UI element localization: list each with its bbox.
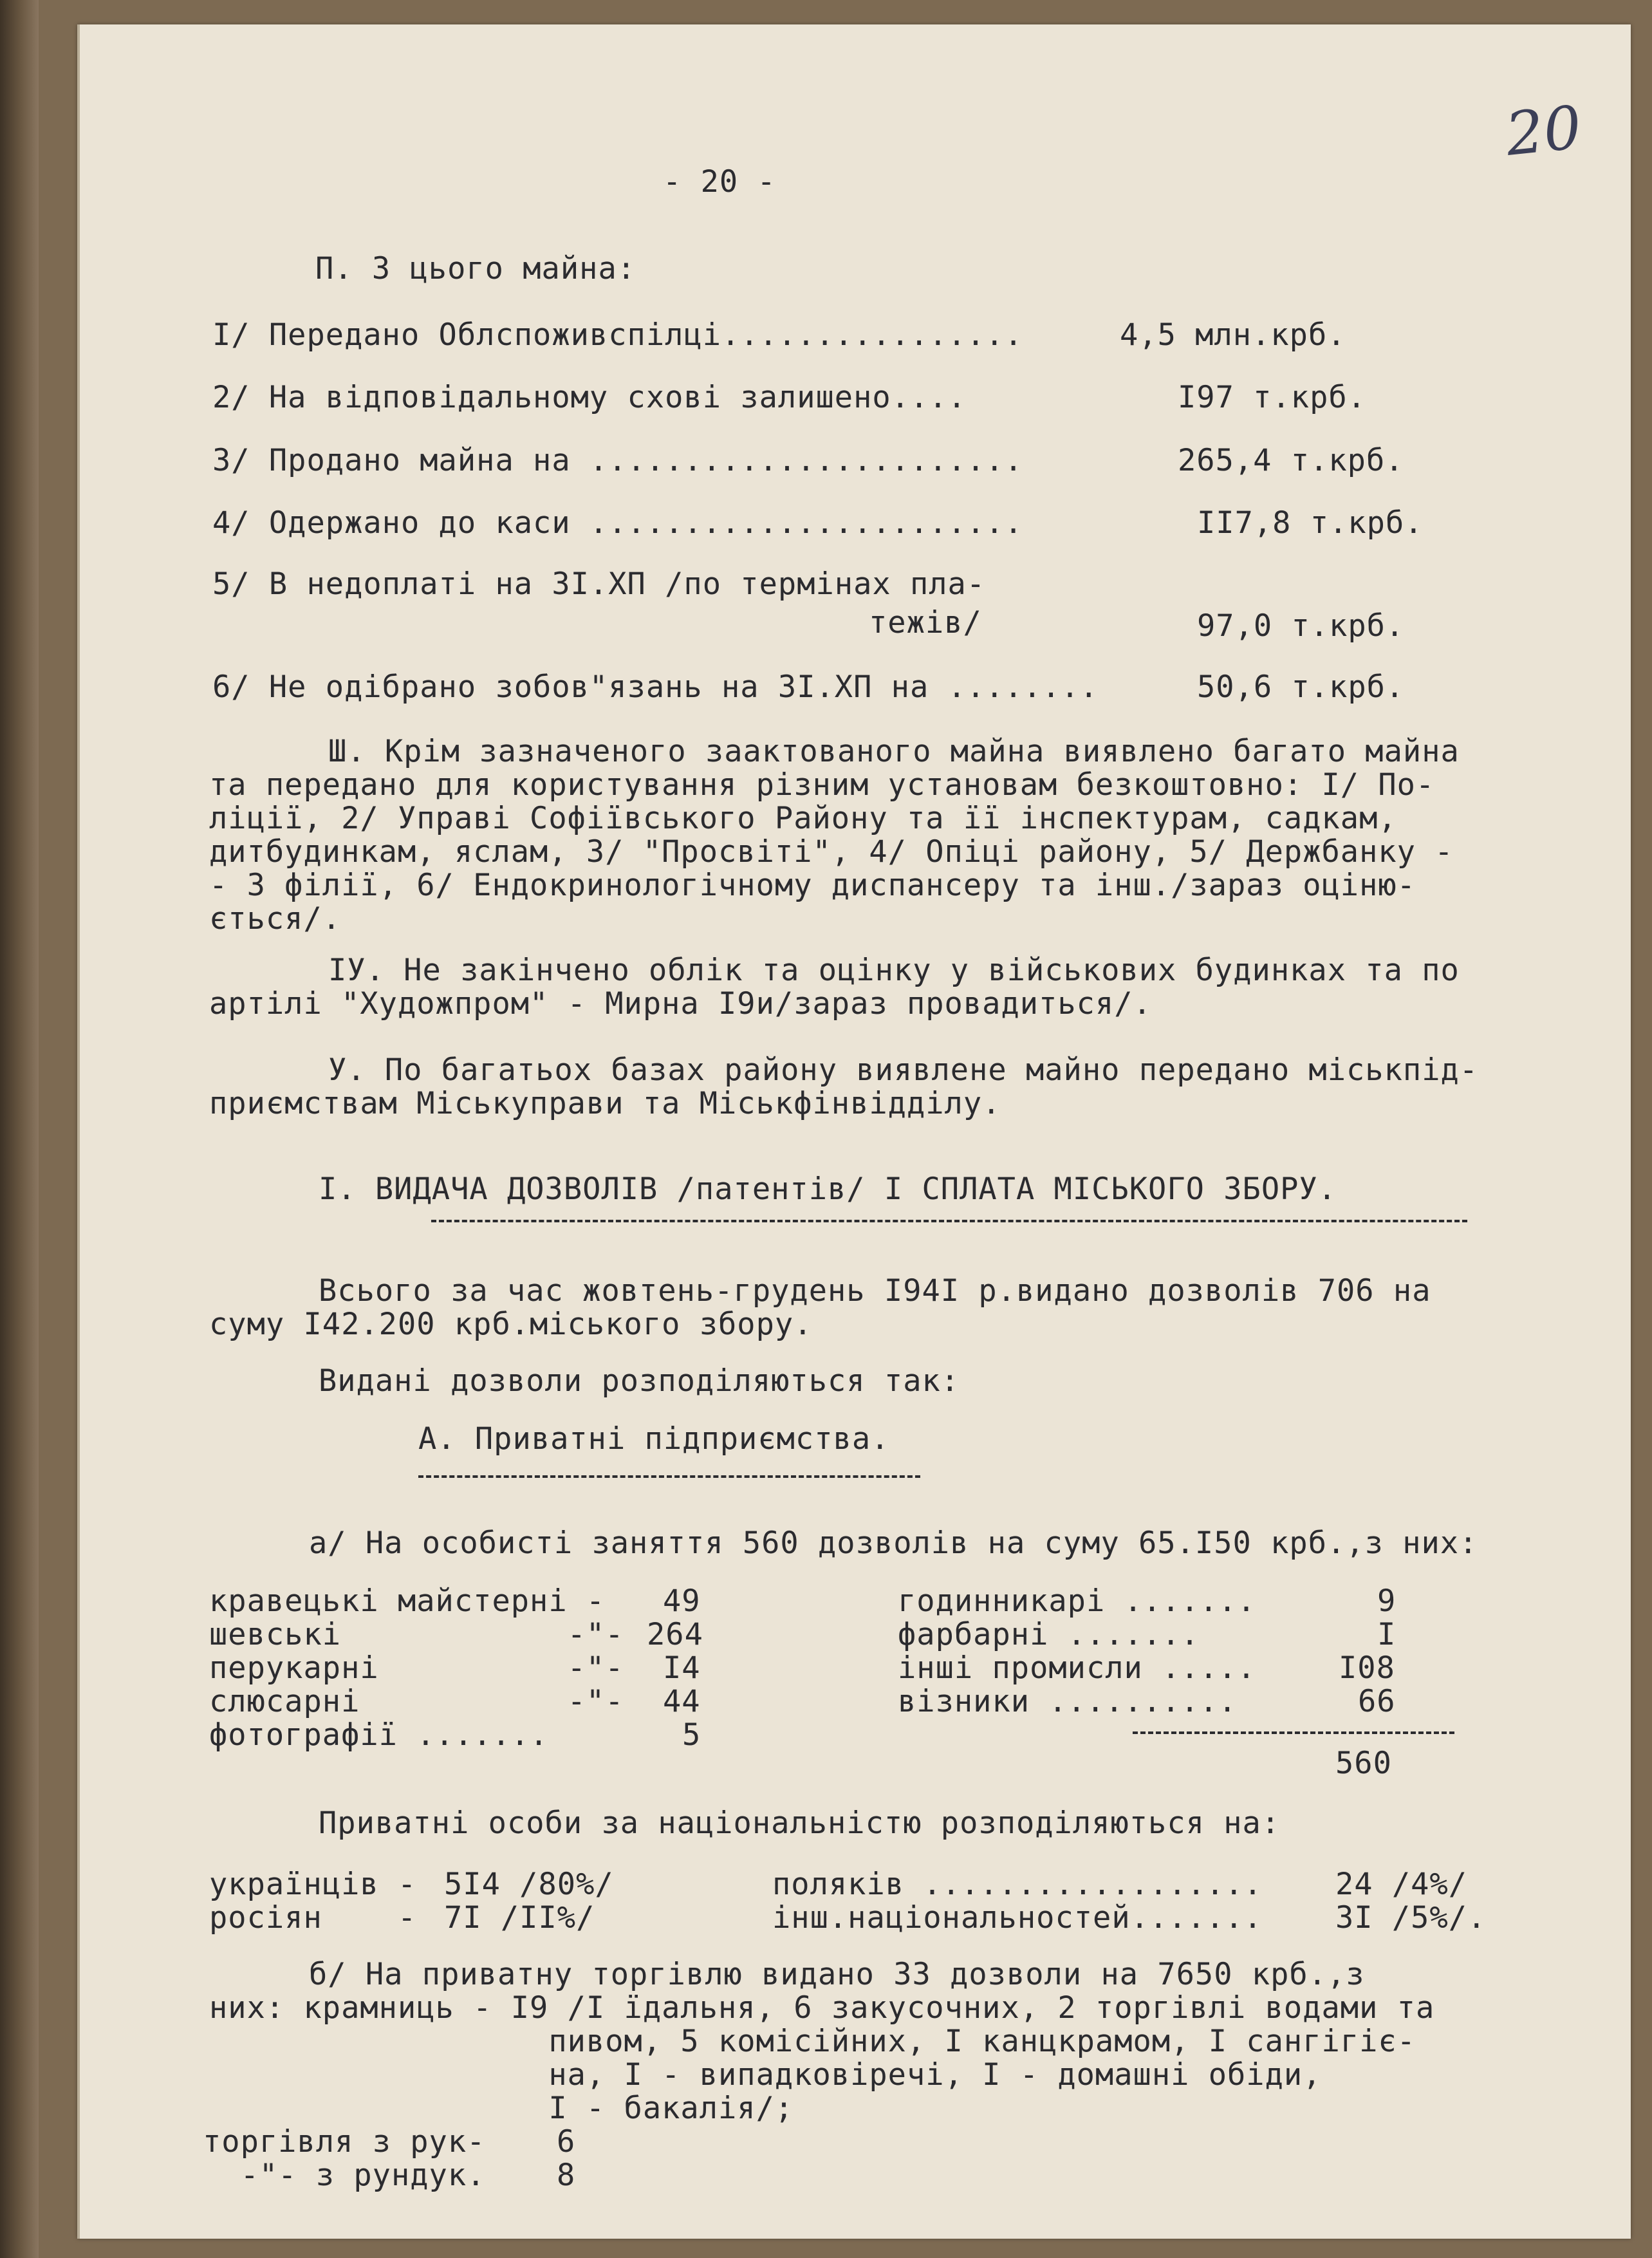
trade-row-value: 8 [557, 2158, 576, 2193]
left-table-value: 49 [663, 1583, 701, 1619]
section-5-line: приємствам Міськуправи та Міськфінвідділу. [209, 1086, 1001, 1121]
trade-row-label: торгівля з рук- [203, 2124, 486, 2160]
section-3-line: дитбудинкам, яслам, 3/ "Просвіті", 4/ Опіці району, 5/ Держбанку - [209, 834, 1454, 870]
section-2-heading: П. З цього майна: [315, 251, 636, 286]
item-a-text: а/ На особисті заняття 560 дозволів на суму 65.I50 крб.,з них: [309, 1526, 1478, 1561]
left-table-label: слюсарні -"- [209, 1684, 624, 1719]
nationality-right-value: 3I /5%/. [1335, 1900, 1487, 1936]
binding-edge [0, 0, 39, 2258]
permits-section-heading: I. ВИДАЧА ДОЗВОЛІВ /патентів/ І СПЛАТА МІСЬКОГО ЗБОРУ. [319, 1171, 1337, 1207]
left-table-label: перукарні -"- [209, 1650, 624, 1686]
section-4-line: IУ. Не закінчено облік та оцінку у військових будинках та по [328, 953, 1460, 988]
right-table-label: інші промисли ..... [898, 1650, 1256, 1686]
permits-intro-line: Всього за час жовтень-грудень I94I р.видано дозволів 706 на [319, 1273, 1431, 1309]
section-2-item-text: 4/ Одержано до каси ....................... [212, 505, 1023, 541]
section-2-item-amount: 50,6 т.крб. [1197, 669, 1405, 705]
nationality-right-label: поляків .................. [772, 1867, 1263, 1902]
page-number: - 20 - [663, 164, 776, 200]
nationality-heading: Приватні особи за національністю розподіляються на: [319, 1805, 1281, 1841]
permits-intro-line: суму I42.200 крб.міського збору. [209, 1307, 813, 1342]
section-2-item-continuation: тежів/ [869, 605, 982, 640]
left-table-label: кравецькі майстерні - [209, 1583, 606, 1619]
section-3-line: ється/. [209, 901, 342, 937]
item-b-line: I - бакалія/; [209, 2091, 794, 2126]
heading-underline [431, 1220, 1467, 1222]
left-table-value: 44 [663, 1684, 701, 1719]
section-2-item-amount: 4,5 млн.крб. [1120, 317, 1346, 353]
left-table-value: 264 [647, 1617, 703, 1652]
trade-row-value: 6 [557, 2124, 576, 2160]
right-table-value: 66 [1358, 1684, 1396, 1719]
distribution-text: Видані дозволи розподіляються так: [319, 1363, 960, 1399]
section-2-item-text: I/ Передано Облспоживспілці................ [212, 317, 1023, 353]
section-2-item-text: 5/ В недоплаті на 3I.XП /по термінах пла- [212, 566, 986, 602]
item-b-line: них: крамниць - I9 /I їдальня, 6 закусочних, 2 торгівлі водами та [209, 1990, 1435, 2026]
nationality-left-label: росіян - [209, 1900, 417, 1936]
item-b-line: пивом, 5 комісійних, I канцкрамом, I сангігіє- [209, 2024, 1416, 2059]
nationality-left-value: 5I4 /80%/ [444, 1867, 614, 1902]
left-table-label: шевські -"- [209, 1617, 624, 1652]
section-3-line: - 3 філії, 6/ Ендокринологічному диспансеру та інш./зараз оціню- [209, 868, 1416, 903]
right-table-value: I [1377, 1617, 1397, 1652]
section-2-item-amount: 97,0 т.крб. [1197, 608, 1405, 644]
right-table-label: фарбарні ....... [898, 1617, 1200, 1652]
right-table-value: I08 [1339, 1650, 1395, 1686]
total-rule [1133, 1731, 1454, 1734]
section-2-item-amount: I97 т.крб. [1178, 380, 1366, 415]
section-2-item-text: 3/ Продано майна на ....................... [212, 443, 1023, 478]
nationality-right-label: інш.національностей....... [772, 1900, 1263, 1936]
section-3-line: ліції, 2/ Управі Софіївського Району та її інспектурам, садкам, [209, 801, 1397, 836]
right-table-label: візники .......... [898, 1684, 1238, 1719]
section-5-line: У. По багатьох базах району виявлене майно передано міськпід- [328, 1052, 1479, 1088]
handwritten-page-number: 20 [1502, 93, 1585, 169]
section-2-item-text: 6/ Не одібрано зобов"язань на 3I.XП на ........ [212, 669, 1099, 705]
section-3-line: та передано для користування різним установам безкоштовно: I/ По- [209, 767, 1435, 803]
section-3-line: Ш. Крім зазначеного заактованого майна виявлено багато майна [328, 734, 1460, 769]
right-table-value: 9 [1377, 1583, 1397, 1619]
section-4-line: артілі "Художпром" - Мирна I9и/зараз провадиться/. [209, 986, 1152, 1022]
nationality-left-label: українців - [209, 1867, 417, 1902]
left-table-label: фотографії ....... [209, 1717, 549, 1753]
trade-row-label: -"- з рундук. [203, 2158, 486, 2193]
section-2-item-text: 2/ На відповідальному схові залишено.... [212, 380, 967, 415]
left-table-value: I4 [663, 1650, 701, 1686]
subheading-a: А. Приватні підприємства. [418, 1421, 890, 1457]
right-table-total: 560 [1335, 1746, 1392, 1781]
nationality-left-value: 7I /II%/ [444, 1900, 595, 1936]
right-table-label: годинникарі ....... [898, 1583, 1256, 1619]
subheading-underline [418, 1475, 920, 1478]
section-2-item-amount: II7,8 т.крб. [1197, 505, 1424, 541]
item-b-line: б/ На приватну торгівлю видано 33 дозволи на 7650 крб.,з [309, 1957, 1365, 1992]
section-2-item-amount: 265,4 т.крб. [1178, 443, 1404, 478]
nationality-right-value: 24 /4%/ [1335, 1867, 1468, 1902]
left-table-value: 5 [682, 1717, 701, 1753]
item-b-line: на, I - випадковіречі, I - домашні обіди, [209, 2057, 1322, 2093]
